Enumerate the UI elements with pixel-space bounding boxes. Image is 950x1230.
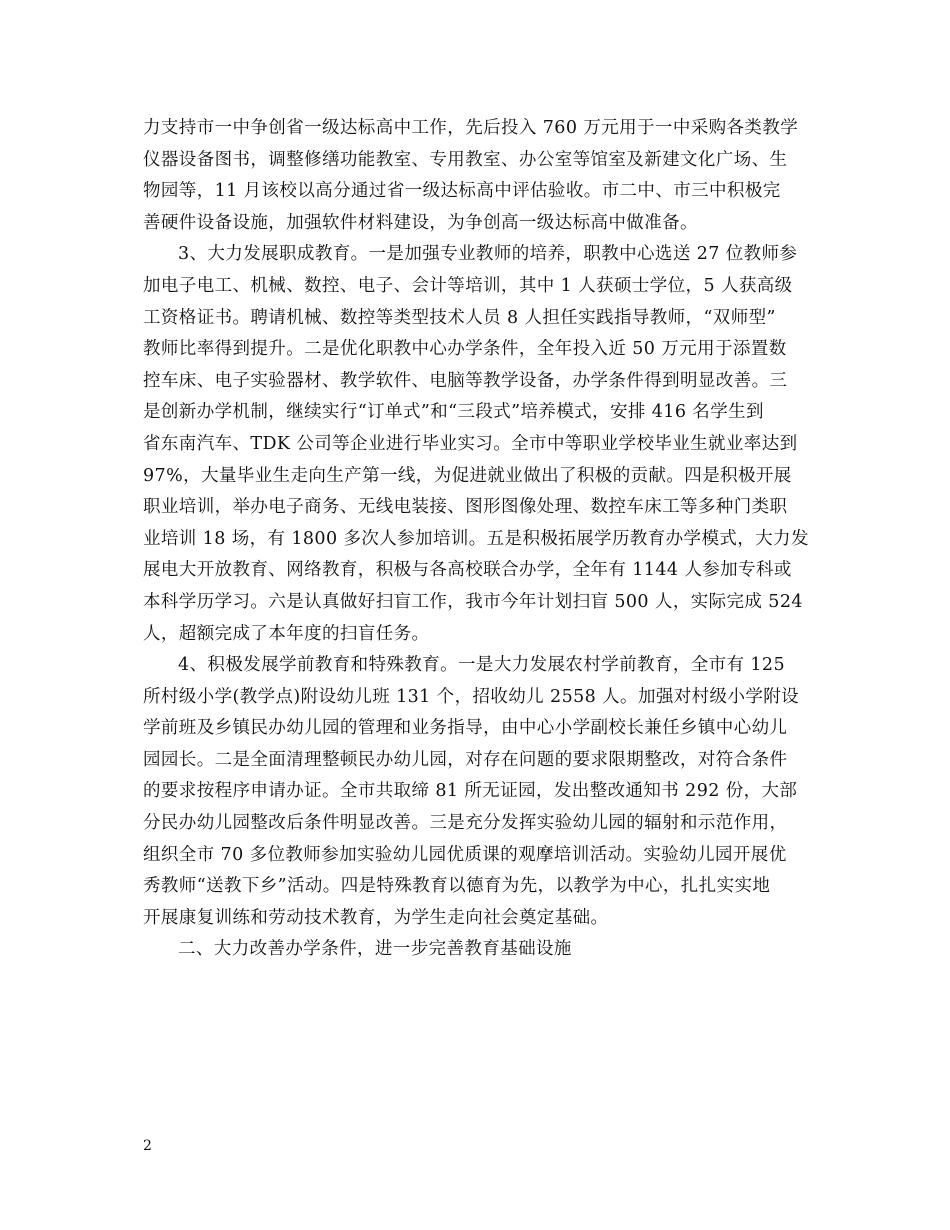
text-line: 本科学历学习。六是认真做好扫盲工作，我市今年计划扫盲 500 人，实际完成 524 — [143, 591, 803, 612]
text-line: 教师比率得到提升。二是优化职教中心办学条件，全年投入近 50 万元用于添置数 — [143, 339, 787, 360]
text-line: 善硬件设备设施，加强软件材料建设，为争创高一级达标高中做准备。 — [143, 212, 698, 233]
text-line: 学前班及乡镇民办幼儿园的管理和业务指导，由中心小学副校长兼任乡镇中心幼儿 — [143, 718, 788, 739]
text-line: 二、大力改善办学条件，进一步完善教育基础设施 — [178, 939, 572, 960]
text-line: 人，超额完成了本年度的扫盲任务。 — [143, 623, 430, 644]
text-line: 省东南汽车、TDK 公司等企业进行毕业实习。全市中等职业学校毕业生就业率达到 — [143, 433, 798, 454]
text-line: 开展康复训练和劳动技术教育，为学生走向社会奠定基础。 — [143, 907, 609, 928]
text-line: 业培训 18 场，有 1800 多次人参加培训。五是积极拓展学历教育办学模式，大力发 — [143, 528, 809, 549]
text-line: 所村级小学(教学点)附设幼儿班 131 个，招收幼儿 2558 人。加强对村级小学附设 — [143, 686, 800, 707]
text-line: 仪器设备图书，调整修缮功能教室、专用教室、办公室等馆室及新建文化广场、生 — [143, 149, 788, 170]
text-line: 园园长。二是全面清理整顿民办幼儿园，对存在问题的要求限期整改，对符合条件 — [143, 749, 788, 770]
text-line: 4、积极发展学前教育和特殊教育。一是大力发展农村学前教育，全市有 125 — [178, 655, 785, 676]
text-line: 是创新办学机制，继续实行“订单式”和“三段式”培养模式，安排 416 名学生到 — [143, 402, 764, 423]
document-body — [143, 113, 815, 966]
text-line: 组织全市 70 多位教师参加实验幼儿园优质课的观摩培训活动。实验幼儿园开展优 — [143, 844, 787, 865]
text-line: 职业培训，举办电子商务、无线电装接、图形图像处理、数控车床工等多种门类职 — [143, 497, 788, 518]
paragraph-continuation — [143, 113, 815, 239]
paragraph-vocational-education — [143, 239, 815, 650]
text-line: 分民办幼儿园整改后条件明显改善。三是充分发挥实验幼儿园的辐射和示范作用， — [143, 813, 788, 834]
section-heading-school-conditions — [143, 934, 815, 966]
text-line: 物园等，11 月该校以高分通过省一级达标高中评估验收。市二中、市三中积极完 — [143, 181, 781, 202]
page-number: 2 — [143, 1138, 152, 1154]
text-line: 3、大力发展职成教育。一是加强专业教师的培养，职教中心选送 27 位教师参 — [178, 244, 798, 265]
text-line: 97%，大量毕业生走向生产第一线，为促进就业做出了积极的贡献。四是积极开展 — [143, 465, 792, 486]
text-line: 工资格证书。聘请机械、数控等类型技术人员 8 人担任实践指导教师，“双师型” — [143, 307, 776, 328]
text-line: 秀教师“送教下乡”活动。四是特殊教育以德育为先，以教学为中心，扎扎实实地 — [143, 876, 771, 897]
paragraph-preschool-special-education — [143, 650, 815, 934]
text-line: 的要求按程序申请办证。全市共取缔 81 所无证园，发出整改通知书 292 份，大部 — [143, 781, 798, 802]
text-line: 展电大开放教育、网络教育，积极与各高校联合办学，全年有 1144 人参加专科或 — [143, 560, 792, 581]
text-line: 加电子电工、机械、数控、电子、会计等培训，其中 1 人获硕士学位，5 人获高级 — [143, 275, 793, 296]
text-line: 力支持市一中争创省一级达标高中工作，先后投入 760 万元用于一中采购各类教学 — [143, 118, 799, 138]
text-line: 控车床、电子实验器材、教学软件、电脑等教学设备，办学条件得到明显改善。三 — [143, 370, 788, 391]
